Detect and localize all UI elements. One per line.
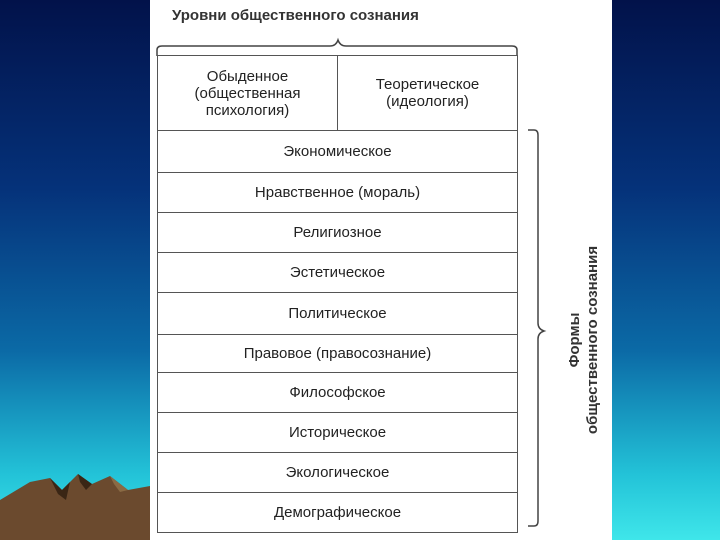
form-row: Философское [158, 373, 517, 413]
level-everyday: Обыденное (общественная психология) [158, 56, 338, 130]
diagram-panel [150, 0, 612, 540]
form-row: Эстетическое [158, 253, 517, 293]
form-row: Правовое (правосознание) [158, 335, 517, 373]
form-row: Экологическое [158, 453, 517, 493]
form-row: Демографическое [273, 504, 402, 521]
form-row: Историческое [158, 413, 517, 453]
form-row: Экономическое [158, 131, 517, 173]
forms-side-label: Формы общественного сознания [566, 245, 601, 435]
right-brace [150, 0, 612, 540]
form-row: Нравственное (мораль) [158, 173, 517, 213]
mountain-image [0, 460, 150, 540]
background-left [0, 0, 150, 540]
form-row: Религиозное [158, 213, 517, 253]
diagram-title: Уровни общественного сознания [172, 7, 419, 24]
level-theoretical: Теоретическое (идеология) [375, 76, 480, 110]
form-row: Политическое [158, 293, 517, 335]
